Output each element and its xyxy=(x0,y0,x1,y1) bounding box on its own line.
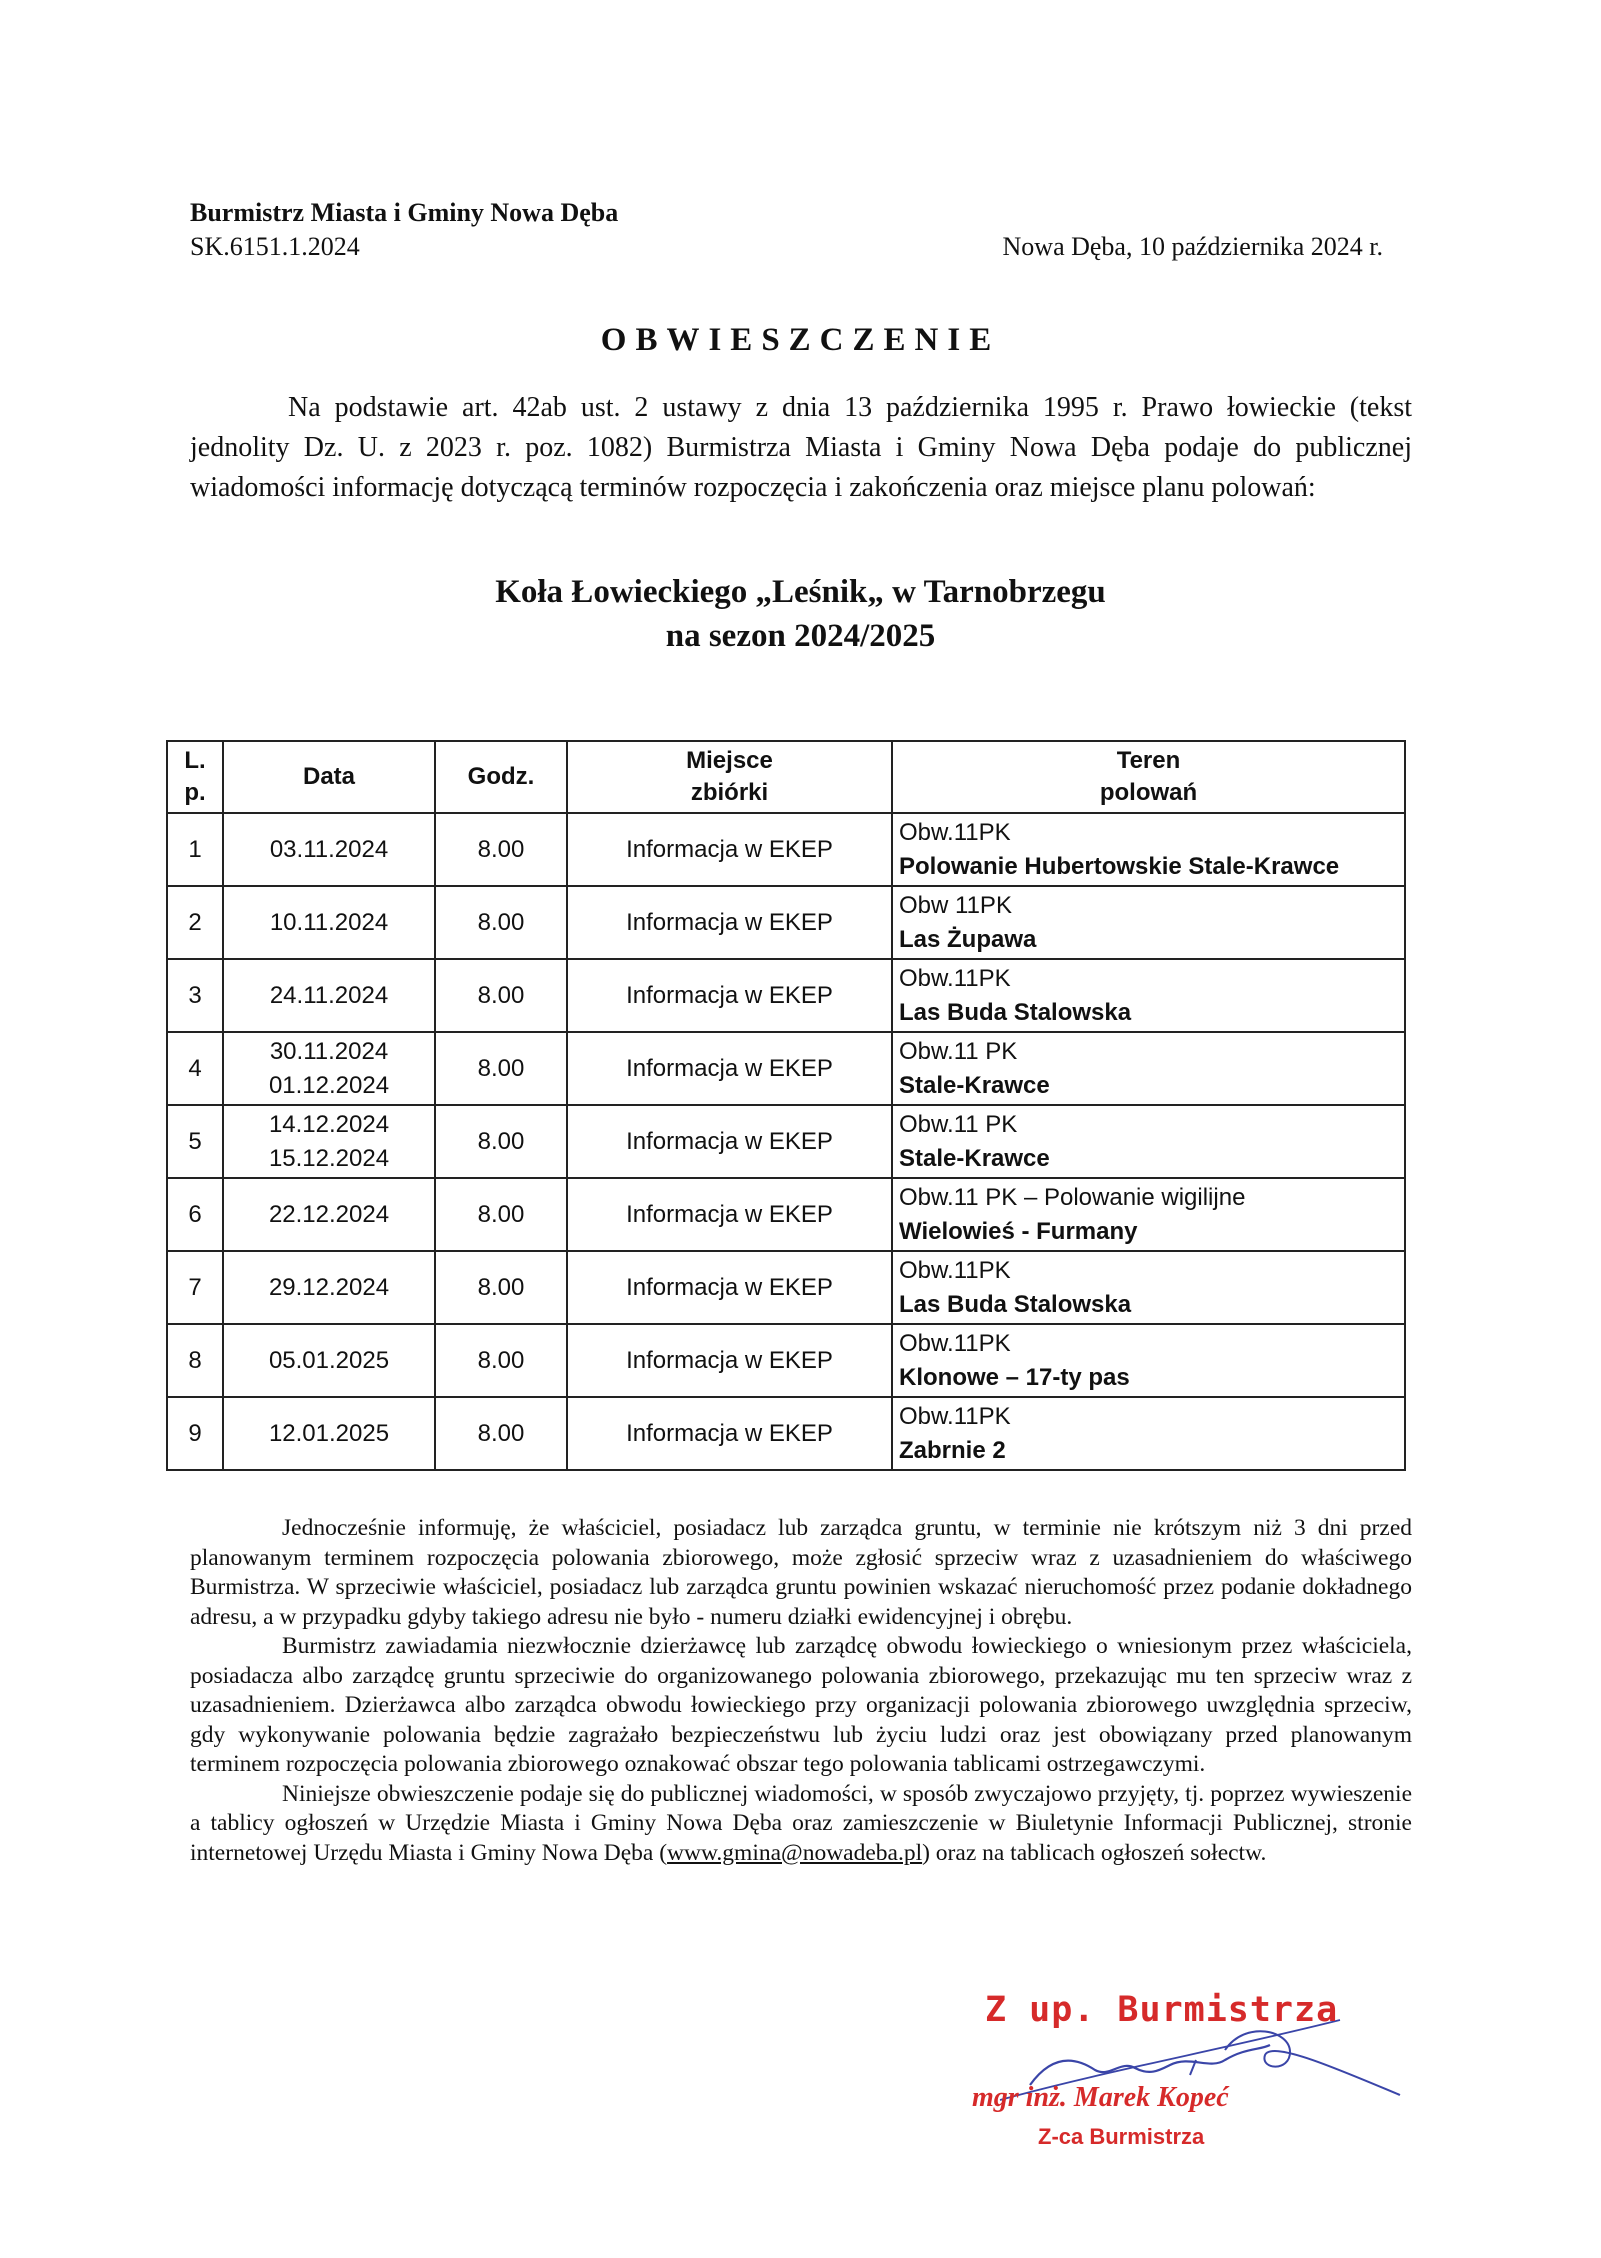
subject-line-2: na sezon 2024/2025 xyxy=(665,618,936,654)
table-row xyxy=(167,1032,1405,1105)
stamp-title: Z up. Burmistrza xyxy=(985,1990,1339,2030)
issuer-name: Burmistrz Miasta i Gminy Nowa Dęba xyxy=(190,198,619,227)
row-date: 29.12.2024 xyxy=(223,1251,435,1324)
header-place: Miejsce zbiórki xyxy=(567,741,892,813)
table-header-row xyxy=(167,741,1405,813)
row-place: Informacja w EKEP xyxy=(567,1397,892,1470)
body-text xyxy=(190,1514,1412,1868)
table-row xyxy=(167,959,1405,1032)
row-lp: 1 xyxy=(167,813,223,886)
row-lp: 2 xyxy=(167,886,223,959)
row-area: Obw.11PK Las Buda Stalowska xyxy=(892,959,1405,1032)
row-time: 8.00 xyxy=(435,886,567,959)
intro-paragraph: Na podstawie art. 42ab ust. 2 ustawy z dnia 13 października 1995 r. Prawo łowieckie (tekst jednolity Dz. U. z 2023 r. poz. 1082) Burmistrza Miasta i Gminy Nowa Dęba podaje do publicznej wiadomości informację dotyczącą terminów rozpoczęcia i zakończenia oraz miejsce planu polowań: xyxy=(190,392,1412,503)
place-date: Nowa Dęba, 10 października 2024 r. xyxy=(1002,232,1383,261)
row-area: Obw 11PK Las Żupawa xyxy=(892,886,1405,959)
row-area: Obw.11 PK Stale-Krawce xyxy=(892,1105,1405,1178)
row-time: 8.00 xyxy=(435,1105,567,1178)
row-place: Informacja w EKEP xyxy=(567,959,892,1032)
row-date: 10.11.2024 xyxy=(223,886,435,959)
row-time: 8.00 xyxy=(435,1397,567,1470)
row-place: Informacja w EKEP xyxy=(567,886,892,959)
case-number: SK.6151.1.2024 xyxy=(190,232,360,261)
row-time: 8.00 xyxy=(435,1032,567,1105)
row-area: Obw.11 PK – Polowanie wigilijne Wielowieś - Furmany xyxy=(892,1178,1405,1251)
row-time: 8.00 xyxy=(435,959,567,1032)
row-place: Informacja w EKEP xyxy=(567,1105,892,1178)
row-lp: 5 xyxy=(167,1105,223,1178)
row-place: Informacja w EKEP xyxy=(567,1032,892,1105)
table-row xyxy=(167,1397,1405,1470)
header-issuer-block xyxy=(190,196,618,264)
table-row xyxy=(167,886,1405,959)
row-lp: 8 xyxy=(167,1324,223,1397)
website-link[interactable]: www.gmina@nowadeba.pl xyxy=(667,1839,923,1866)
row-time: 8.00 xyxy=(435,813,567,886)
row-date: 30.11.2024 01.12.2024 xyxy=(223,1032,435,1105)
row-time: 8.00 xyxy=(435,1251,567,1324)
row-lp: 4 xyxy=(167,1032,223,1105)
table-row xyxy=(167,1324,1405,1397)
table-row xyxy=(167,813,1405,886)
row-place: Informacja w EKEP xyxy=(567,1251,892,1324)
row-date: 24.11.2024 xyxy=(223,959,435,1032)
row-area: Obw.11 PK Stale-Krawce xyxy=(892,1032,1405,1105)
row-area: Obw.11PK Polowanie Hubertowskie Stale-Krawce xyxy=(892,813,1405,886)
stamp-name: mgr inż. Marek Kopeć xyxy=(972,2082,1229,2113)
row-lp: 9 xyxy=(167,1397,223,1470)
row-date: 03.11.2024 xyxy=(223,813,435,886)
row-area: Obw.11PK Klonowe – 17-ty pas xyxy=(892,1324,1405,1397)
row-area: Obw.11PK Zabrnie 2 xyxy=(892,1397,1405,1470)
row-time: 8.00 xyxy=(435,1324,567,1397)
header-date: Data xyxy=(223,741,435,813)
row-date: 14.12.2024 15.12.2024 xyxy=(223,1105,435,1178)
body-paragraph-3: Niniejsze obwieszczenie podaje się do publicznej wiadomości, w sposób zwyczajowo przyjęty, tj. poprzez wywieszenie a tablicy ogłoszeń w Urzędzie Miasta i Gminy Nowa Dęba oraz zamieszczenie w Biuletynie Informacji Publicznej, stronie internetowej Urzędu Miasta i Gminy Nowa Dęba (www.gmina@nowadeba.pl) oraz na tablicach ogłoszeń sołectw. xyxy=(190,1780,1412,1866)
subject-heading xyxy=(0,570,1601,658)
header-time: Godz. xyxy=(435,741,567,813)
signature-stamp xyxy=(960,1990,1420,2190)
body-paragraph-1: Jednocześnie informuję, że właściciel, posiadacz lub zarządca gruntu, w terminie nie krótszym niż 3 dni przed planowanym terminem rozpoczęcia polowania zbiorowego, może zgłosić sprzeciw wraz z uzasadnieniem do właściwego Burmistrza. W sprzeciwie właściciel, posiadacz lub zarządca gruntu powinien wskazać nieruchomość przez podanie dokładnego adresu, a w przypadku gdyby takiego adresu nie było - numeru działki ewidencyjnej i obrębu. xyxy=(190,1515,1412,1630)
row-lp: 6 xyxy=(167,1178,223,1251)
body-paragraph-2: Burmistrz zawiadamia niezwłocznie dzierżawcę lub zarządcę obwodu łowieckiego o wniesionym przez właściciela, posiadacza albo zarządcę gruntu sprzeciwie do organizowanego polowania zbiorowego, przekazując mu ten sprzeciw wraz z uzasadnieniem. Dzierżawca albo zarządca obwodu łowieckiego przy organizacji polowania zbiorowego uwzględnia sprzeciw, gdy wykonywanie polowania będzie zagrażało bezpieczeństwu lub życiu ludzi oraz jest obowiązany przed planowanym terminem rozpoczęcia polowania zbiorowego oznakować obszar tego polowania tablicami ostrzegawczymi. xyxy=(190,1633,1412,1777)
row-date: 12.01.2025 xyxy=(223,1397,435,1470)
hunting-schedule-table xyxy=(166,740,1406,1471)
row-place: Informacja w EKEP xyxy=(567,1178,892,1251)
row-place: Informacja w EKEP xyxy=(567,1324,892,1397)
row-date: 22.12.2024 xyxy=(223,1178,435,1251)
document-title: OBWIESZCZENIE xyxy=(600,322,1001,358)
stamp-role: Z-ca Burmistrza xyxy=(1038,2124,1205,2149)
table-row xyxy=(167,1105,1405,1178)
row-place: Informacja w EKEP xyxy=(567,813,892,886)
header-lp: L. p. xyxy=(167,741,223,813)
row-time: 8.00 xyxy=(435,1178,567,1251)
table-row xyxy=(167,1251,1405,1324)
row-date: 05.01.2025 xyxy=(223,1324,435,1397)
row-area: Obw.11PK Las Buda Stalowska xyxy=(892,1251,1405,1324)
table-row xyxy=(167,1178,1405,1251)
header-area: Teren polowań xyxy=(892,741,1405,813)
subject-line-1: Koła Łowieckiego „Leśnik„ w Tarnobrzegu xyxy=(495,574,1106,610)
row-lp: 7 xyxy=(167,1251,223,1324)
row-lp: 3 xyxy=(167,959,223,1032)
